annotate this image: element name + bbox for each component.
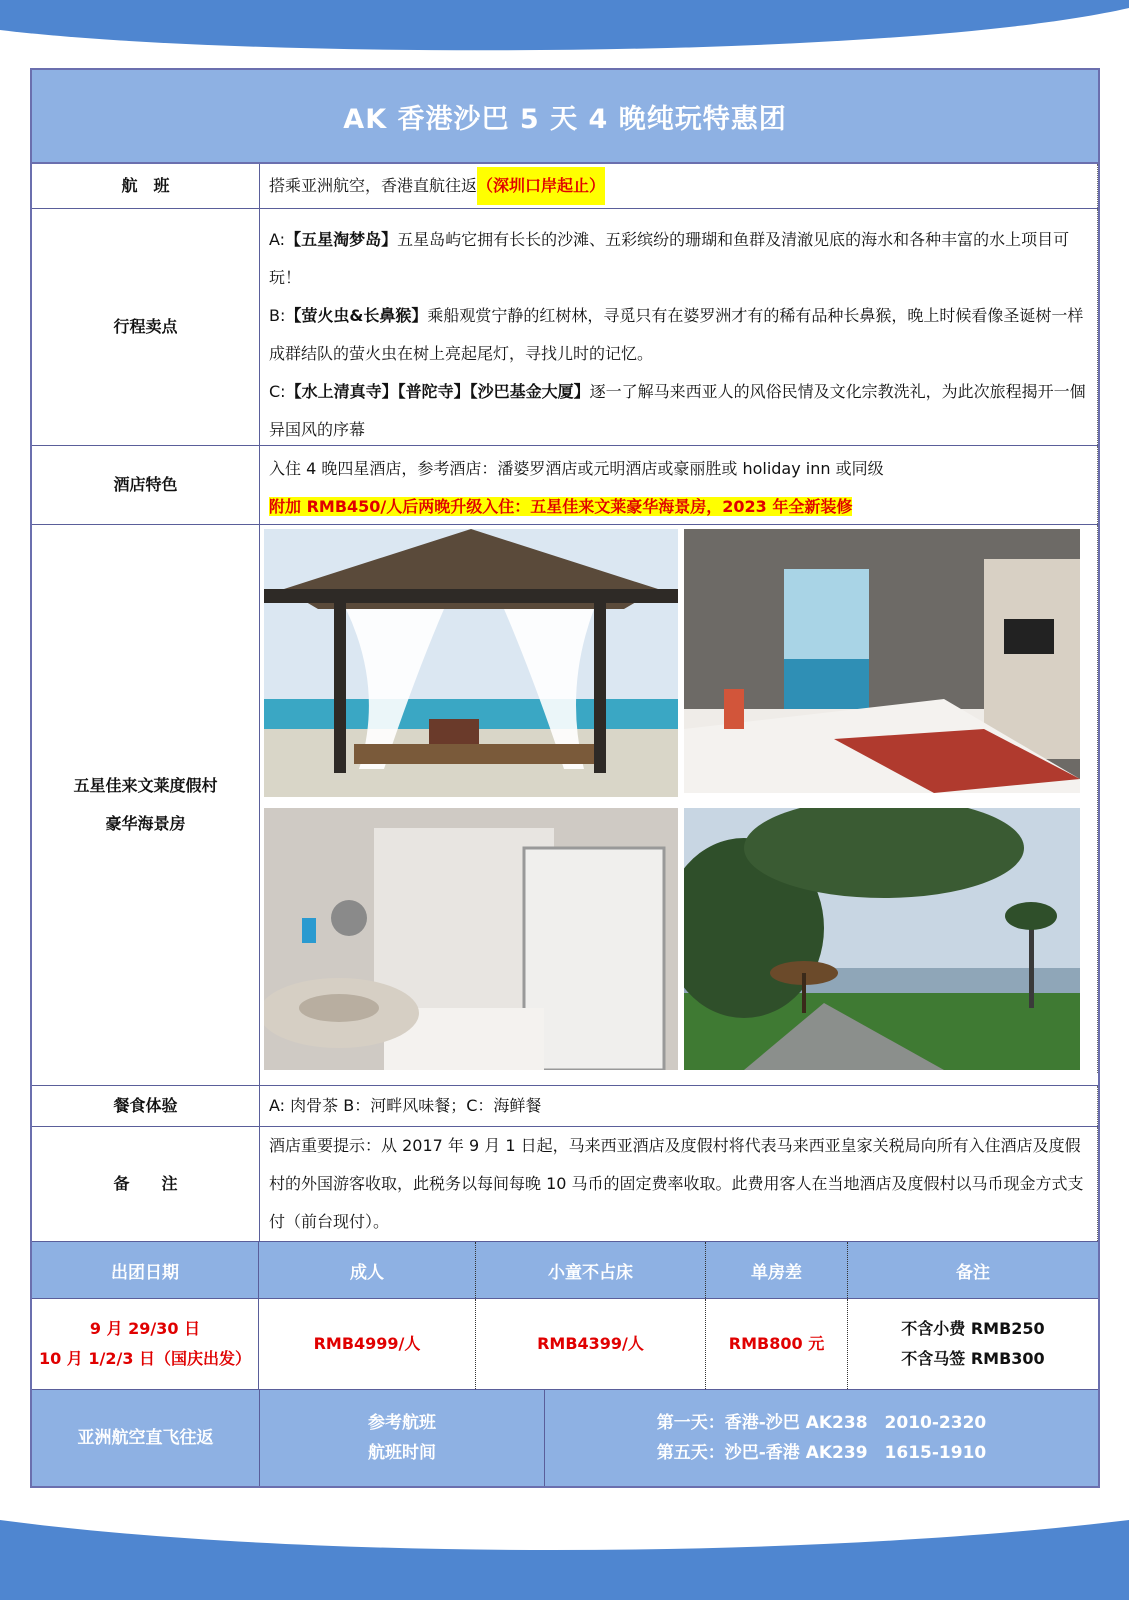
header-adult: 成人 <box>259 1242 476 1298</box>
airline-label: 亚洲航空直飞往返 <box>32 1390 260 1486</box>
header-single-supplement: 单房差 <box>706 1242 848 1298</box>
bottom-wave-decoration <box>0 1520 1129 1600</box>
flight-day5: 第五天：沙巴-香港 AK239 1615-1910 <box>656 1443 987 1463</box>
tour-sheet <box>30 68 1100 1488</box>
flight-text: 搭乘亚洲航空，香港直航往返 <box>269 176 478 195</box>
hotel-text: 入住 4 晚四星酒店，参考酒店：潘婆罗酒店或元明酒店或豪丽胜或 holiday inn 或同级 <box>269 459 884 478</box>
notes-row <box>32 1127 1098 1242</box>
reference-flight-label: 参考航班 航班时间 <box>260 1390 545 1486</box>
resort-label-line2: 豪华海景房 <box>105 814 186 833</box>
price-header-row <box>32 1242 1098 1299</box>
meals-value: A: 肉骨茶 B：河畔风味餐；C：海鲜餐 <box>260 1086 1098 1126</box>
hotel-row <box>32 446 1098 525</box>
top-wave-decoration <box>0 0 1129 60</box>
flight-value <box>260 164 1098 208</box>
notes-label: 备 注 <box>32 1127 260 1241</box>
bedroom-photo <box>684 529 1080 793</box>
resort-garden-photo <box>684 808 1080 1070</box>
price-row <box>32 1299 1098 1390</box>
notes-value: 酒店重要提示：从 2017 年 9 月 1 日起，马来西亚酒店及度假村将代表马来西亚皇家关税局向所有入住酒店及度假村的外国游客收取，此税务以每间每晚 10 马币的固定费率收取。此费用客人在当地酒店及度假村以马币现金方式支付（前台现付）。 <box>260 1127 1098 1241</box>
highlight-item: B:【萤火虫&长鼻猴】乘船观赏宁静的红树林，寻觅只有在婆罗洲才有的稀有品种长鼻猴，晚上时候看像圣诞树一样成群结队的萤火虫在树上亮起尾灯，寻找儿时的记忆。 <box>269 306 1084 363</box>
resort-label-line1: 五星佳来文莱度假村 <box>73 776 218 795</box>
flight-day1: 第一天：香港-沙巴 AK238 2010-2320 <box>656 1413 987 1433</box>
highlights-row <box>32 209 1098 446</box>
flight-label: 航 班 <box>32 164 260 208</box>
meals-row <box>32 1086 1098 1127</box>
beach-cabana-photo <box>264 529 678 797</box>
highlight-item: C:【水上清真寺】【普陀寺】【沙巴基金大厦】逐一了解马来西亚人的风俗民情及文化宗教洗礼，为此次旅程揭开一個异国风的序幕 <box>269 382 1086 439</box>
bathroom-photo <box>264 808 678 1070</box>
price-remarks: 不含小费 RMB250 不含马签 RMB300 <box>901 1319 1045 1368</box>
meals-label: 餐食体验 <box>32 1086 260 1126</box>
resort-row <box>32 525 1098 1086</box>
single-supplement-price: RMB800 元 <box>706 1299 848 1389</box>
header-child: 小童不占床 <box>476 1242 706 1298</box>
hotel-value <box>260 446 1098 524</box>
flight-highlight: （深圳口岸起止） <box>477 167 605 205</box>
highlights-label: 行程卖点 <box>32 209 260 445</box>
page-title: AK 香港沙巴 5 天 4 晚纯玩特惠团 <box>32 70 1098 164</box>
departure-dates: 9 月 29/30 日 10 月 1/2/3 日（国庆出发） <box>32 1299 259 1389</box>
resort-photos <box>260 525 1098 1073</box>
flight-row <box>32 164 1098 209</box>
header-departure-date: 出团日期 <box>32 1242 259 1298</box>
header-remarks: 备注 <box>848 1242 1098 1298</box>
hotel-label: 酒店特色 <box>32 446 260 524</box>
highlights-value <box>260 209 1098 445</box>
flight-schedule <box>545 1390 1098 1486</box>
child-price: RMB4399/人 <box>476 1299 706 1389</box>
flight-info-row <box>32 1390 1098 1486</box>
highlight-item: A:【五星淘梦岛】五星岛屿它拥有长长的沙滩、五彩缤纷的珊瑚和鱼群及清澈见底的海水和各种丰富的水上项目可玩！ <box>269 230 1070 287</box>
adult-price: RMB4999/人 <box>259 1299 476 1389</box>
hotel-upgrade: 附加 RMB450/人后两晚升级入住：五星佳来文莱豪华海景房，2023 年全新装修 <box>269 497 853 516</box>
resort-label <box>32 525 260 1085</box>
